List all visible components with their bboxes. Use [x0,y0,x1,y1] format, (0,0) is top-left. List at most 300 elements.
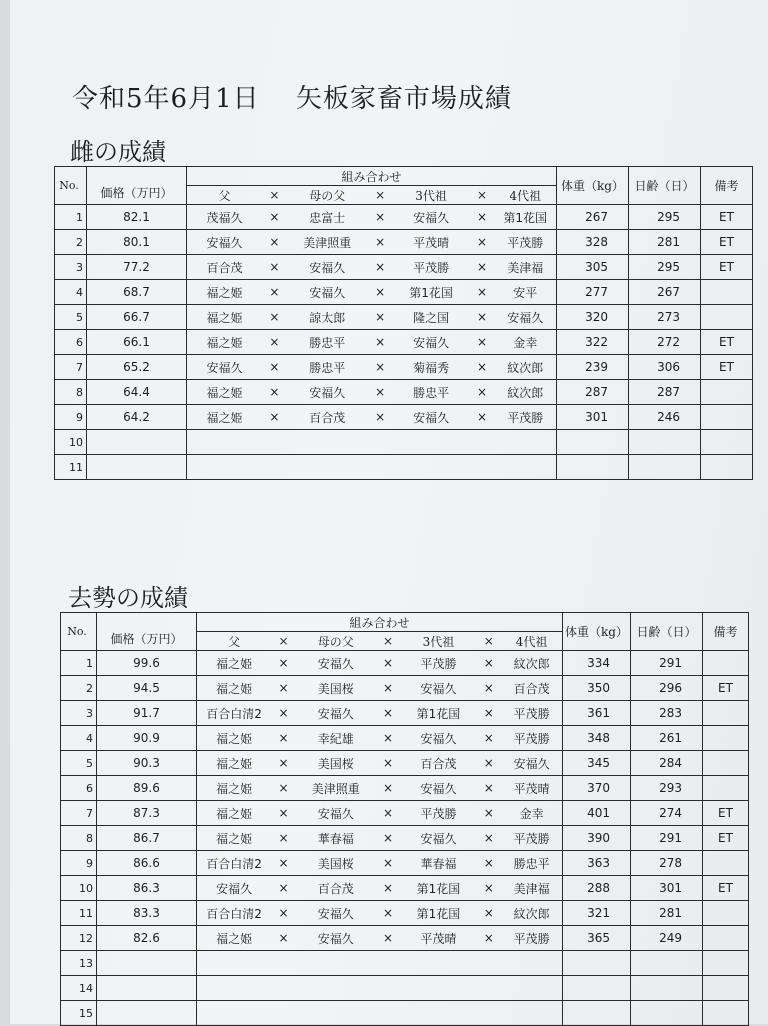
weight-cell [563,976,631,1001]
cross-mark: × [375,285,386,299]
combo-cell [197,876,563,901]
cross-mark: × [278,756,289,770]
gen4-name: 平茂勝 [513,831,550,846]
combo-cell [187,305,557,330]
remarks-cell [703,976,749,1001]
table-row [61,776,749,801]
weight-cell: 365 [563,926,631,951]
gen3-name: 平茂勝 [420,806,457,821]
table-row [55,330,753,355]
remarks-cell [703,926,749,951]
remarks-cell [703,1001,749,1026]
weight-cell: 328 [557,230,629,255]
row-number: 10 [55,430,87,455]
row-number: 2 [55,230,87,255]
cross-mark: × [278,706,289,720]
header-weight: 体重（kg） [563,613,631,651]
cross-mark: × [383,681,394,695]
price-cell: 65.2 [87,355,187,380]
age-cell: 291 [631,826,703,851]
gen4-name: 安平 [513,285,538,300]
weight-cell [563,951,631,976]
remarks-cell [701,280,753,305]
sire-name: 安福久 [216,881,253,896]
table-row [55,380,753,405]
combo-cell [187,255,557,280]
cross-mark: × [476,260,488,274]
age-cell: 281 [629,230,701,255]
remarks-cell: ET [703,826,749,851]
sire-name: 福之姫 [206,335,243,350]
remarks-cell [701,455,753,480]
cross-mark: × [383,731,394,745]
combo-cell [197,976,563,1001]
combo-cell [187,205,557,230]
dam-sire-name: 美津照重 [311,781,360,796]
header-gen3: 3代祖 [422,634,455,649]
cross-mark: × [483,756,494,770]
gen4-name: 美津福 [507,260,544,275]
row-number: 11 [55,455,87,480]
cross-mark: × [375,410,386,424]
sire-name: 茂福久 [206,210,243,225]
cross-mark: × [278,806,289,820]
row-number: 8 [55,380,87,405]
header-age: 日齢（日） [629,167,701,205]
dam-sire-name: 忠富士 [309,210,346,225]
dam-sire-name: 百合茂 [309,410,346,425]
combo-cell [197,651,563,676]
age-cell: 278 [631,851,703,876]
table-row [61,851,749,876]
header-no: No. [55,167,87,205]
dam-sire-name: 安福久 [309,385,346,400]
sire-name: 百合白清2 [206,856,262,871]
dam-sire-name: 華春福 [317,831,354,846]
row-number: 10 [61,876,97,901]
row-number: 6 [55,330,87,355]
sire-name: 福之姫 [206,285,243,300]
cross-mark: × [375,235,386,249]
header-no: No. [61,613,97,651]
weight-cell: 363 [563,851,631,876]
weight-cell [563,1001,631,1026]
dam-sire-name: 美国桜 [317,756,354,771]
cross-mark: × [375,335,386,349]
weight-cell: 267 [557,205,629,230]
cross-mark: × [375,210,386,224]
row-number: 3 [61,701,97,726]
dam-sire-name: 美国桜 [317,681,354,696]
gen3-name: 勝忠平 [413,385,450,400]
dam-sire-name: 安福久 [309,260,346,275]
header-combo-subcolumns [197,632,563,651]
row-number: 3 [55,255,87,280]
steer-section-heading: 去勢の成績 [68,584,188,612]
header-cross: × [278,634,289,648]
cross-mark: × [269,410,280,424]
row-number: 4 [55,280,87,305]
table-row [61,951,749,976]
gen3-name: 安福久 [420,731,457,746]
remarks-cell: ET [701,330,753,355]
age-cell: 291 [631,651,703,676]
combo-cell [187,405,557,430]
sire-name: 福之姫 [216,756,253,771]
weight-cell: 239 [557,355,629,380]
age-cell: 283 [631,701,703,726]
age-cell: 246 [629,405,701,430]
cross-mark: × [278,831,289,845]
dam-sire-name: 美国桜 [317,856,354,871]
age-cell [631,1001,703,1026]
age-cell: 267 [629,280,701,305]
table-row [61,651,749,676]
header-price: 価格（万円） [97,613,197,651]
age-cell: 296 [631,676,703,701]
gen3-name: 安福久 [420,831,457,846]
row-number: 1 [61,651,97,676]
price-cell: 66.7 [87,305,187,330]
gen4-name: 平茂勝 [507,235,544,250]
table-row [61,726,749,751]
sire-name: 福之姫 [206,385,243,400]
remarks-cell [703,901,749,926]
row-number: 8 [61,826,97,851]
remarks-cell: ET [701,355,753,380]
row-number: 9 [55,405,87,430]
cross-mark: × [269,260,280,274]
price-cell: 64.2 [87,405,187,430]
cross-mark: × [483,731,494,745]
dam-sire-name: 安福久 [317,931,354,946]
table-row [61,926,749,951]
header-cross: × [483,634,494,648]
weight-cell: 350 [563,676,631,701]
cross-mark: × [483,681,494,695]
header-sire: 父 [218,188,231,203]
combo-cell [197,676,563,701]
cross-mark: × [476,310,488,324]
row-number: 7 [55,355,87,380]
age-cell: 301 [631,876,703,901]
row-number: 15 [61,1001,97,1026]
row-number: 5 [55,305,87,330]
combo-cell [197,926,563,951]
gen3-name: 安福久 [420,681,457,696]
cross-mark: × [476,385,488,399]
price-cell: 77.2 [87,255,187,280]
cross-mark: × [269,310,280,324]
cross-mark: × [278,656,289,670]
remarks-cell [703,951,749,976]
cross-mark: × [269,285,280,299]
cross-mark: × [278,681,289,695]
price-cell: 82.6 [97,926,197,951]
price-cell [87,430,187,455]
gen4-name: 安福久 [507,310,544,325]
gen4-name: 安福久 [513,756,550,771]
price-cell: 86.6 [97,851,197,876]
age-cell: 287 [629,380,701,405]
sire-name: 福之姫 [216,931,253,946]
header-sire: 父 [228,634,241,649]
row-number: 4 [61,726,97,751]
price-cell: 86.7 [97,826,197,851]
price-cell: 91.7 [97,701,197,726]
remarks-cell [703,776,749,801]
price-cell [97,1001,197,1026]
weight-cell: 345 [563,751,631,776]
cross-mark: × [483,856,494,870]
table-row [55,455,753,480]
age-cell: 281 [631,901,703,926]
female-results-table [54,166,753,480]
cross-mark: × [383,656,394,670]
sire-name: 百合茂 [206,260,243,275]
sire-name: 百合白清2 [206,906,262,921]
table-row [55,255,753,280]
header-cross: × [383,634,394,648]
dam-sire-name: 安福久 [317,806,354,821]
age-cell [629,430,701,455]
gen3-name: 第1花国 [416,881,461,896]
weight-cell: 287 [557,380,629,405]
gen3-name: 平茂晴 [413,235,450,250]
header-cross: × [269,188,280,202]
age-cell: 272 [629,330,701,355]
remarks-cell: ET [701,205,753,230]
header-combo: 組み合わせ [187,167,557,186]
dam-sire-name: 幸紀雄 [317,731,354,746]
cross-mark: × [269,210,280,224]
header-combo: 組み合わせ [197,613,563,632]
header-cross: × [476,188,488,202]
price-cell: 80.1 [87,230,187,255]
row-number: 6 [61,776,97,801]
gen4-name: 金幸 [513,335,538,350]
sire-name: 百合白清2 [206,706,262,721]
combo-cell [197,726,563,751]
table-row [55,230,753,255]
row-number: 12 [61,926,97,951]
table-row [61,1001,749,1026]
cross-mark: × [476,210,488,224]
gen4-name: 平茂勝 [513,731,550,746]
price-cell: 90.9 [97,726,197,751]
gen3-name: 平茂勝 [420,656,457,671]
combo-cell [197,751,563,776]
dam-sire-name: 安福久 [317,656,354,671]
gen3-name: 安福久 [413,410,450,425]
price-cell: 99.6 [97,651,197,676]
remarks-cell [701,430,753,455]
table-row [55,205,753,230]
gen4-name: 平茂勝 [513,931,550,946]
header-gen4: 4代祖 [515,634,548,649]
combo-cell [197,1001,563,1026]
cross-mark: × [269,385,280,399]
cross-mark: × [383,881,394,895]
gen3-name: 百合茂 [420,756,457,771]
combo-cell [187,430,557,455]
table-row [55,305,753,330]
gen4-name: 百合茂 [513,681,550,696]
row-number: 9 [61,851,97,876]
table-row [55,430,753,455]
cross-mark: × [278,931,289,945]
cross-mark: × [278,906,289,920]
combo-cell [197,901,563,926]
age-cell: 249 [631,926,703,951]
row-number: 14 [61,976,97,1001]
remarks-cell [703,726,749,751]
sire-name: 福之姫 [216,656,253,671]
header-gen3: 3代祖 [415,188,447,203]
price-cell: 64.4 [87,380,187,405]
weight-cell: 301 [557,405,629,430]
price-cell: 83.3 [97,901,197,926]
header-dam-sire: 母の父 [309,188,346,203]
age-cell: 293 [631,776,703,801]
price-cell: 89.6 [97,776,197,801]
steer-table-body [61,651,749,1026]
remarks-cell [701,380,753,405]
cross-mark: × [269,335,280,349]
age-cell: 284 [631,751,703,776]
cross-mark: × [383,831,394,845]
cross-mark: × [483,806,494,820]
dam-sire-name: 安福久 [309,285,346,300]
weight-cell: 334 [563,651,631,676]
gen4-name: 紋次郎 [507,360,544,375]
remarks-cell: ET [701,255,753,280]
cross-mark: × [383,706,394,720]
remarks-cell [703,751,749,776]
table-row [61,801,749,826]
header-gen4: 4代祖 [509,188,542,203]
table-row [61,876,749,901]
page-title: 令和5年6月1日 矢板家畜市場成績 [72,84,512,114]
gen4-name: 紋次郎 [513,906,550,921]
weight-cell: 321 [563,901,631,926]
sire-name: 福之姫 [216,681,253,696]
dam-sire-name: 諒太郎 [309,310,346,325]
header-age: 日齢（日） [631,613,703,651]
cross-mark: × [375,310,386,324]
gen4-name: 美津福 [513,881,550,896]
remarks-cell [701,305,753,330]
header-weight: 体重（kg） [557,167,629,205]
cross-mark: × [483,906,494,920]
gen3-name: 平茂勝 [413,260,450,275]
remarks-cell [703,851,749,876]
cross-mark: × [375,360,386,374]
age-cell [631,951,703,976]
dam-sire-name: 安福久 [317,906,354,921]
combo-cell [197,851,563,876]
remarks-cell [701,405,753,430]
age-cell [629,455,701,480]
weight-cell: 370 [563,776,631,801]
weight-cell: 320 [557,305,629,330]
gen4-name: 金幸 [519,806,544,821]
sire-name: 福之姫 [206,410,243,425]
row-number: 13 [61,951,97,976]
combo-cell [187,380,557,405]
sire-name: 安福久 [206,235,243,250]
dam-sire-name: 百合茂 [317,881,354,896]
remarks-cell [703,651,749,676]
dam-sire-name: 美津照重 [303,235,352,250]
cross-mark: × [476,235,488,249]
weight-cell: 322 [557,330,629,355]
dam-sire-name: 勝忠平 [309,335,346,350]
row-number: 1 [55,205,87,230]
combo-cell [197,701,563,726]
dam-sire-name: 安福久 [317,706,354,721]
combo-cell [197,776,563,801]
cross-mark: × [476,360,488,374]
combo-cell [187,355,557,380]
cross-mark: × [278,781,289,795]
table-row [55,355,753,380]
combo-cell [187,330,557,355]
gen3-name: 平茂晴 [420,931,457,946]
sire-name: 福之姫 [216,806,253,821]
dam-sire-name: 勝忠平 [309,360,346,375]
weight-cell: 361 [563,701,631,726]
cross-mark: × [383,906,394,920]
cross-mark: × [483,656,494,670]
sire-name: 福之姫 [216,781,253,796]
table-row [61,976,749,1001]
age-cell: 295 [629,255,701,280]
gen3-name: 安福久 [413,335,450,350]
remarks-cell: ET [703,801,749,826]
cross-mark: × [483,831,494,845]
cross-mark: × [269,235,280,249]
cross-mark: × [483,881,494,895]
age-cell [631,976,703,1001]
gen3-name: 隆之国 [413,310,450,325]
cross-mark: × [375,385,386,399]
cross-mark: × [269,360,280,374]
cross-mark: × [375,260,386,274]
table-row [55,280,753,305]
cross-mark: × [476,285,488,299]
female-section-heading: 雌の成績 [70,138,166,166]
combo-cell [187,455,557,480]
cross-mark: × [476,335,488,349]
gen4-name: 紋次郎 [513,656,550,671]
weight-cell: 390 [563,826,631,851]
combo-cell [197,801,563,826]
cross-mark: × [483,781,494,795]
combo-cell [187,280,557,305]
weight-cell: 288 [563,876,631,901]
weight-cell: 277 [557,280,629,305]
table-row [61,901,749,926]
gen4-name: 勝忠平 [513,856,550,871]
combo-cell [197,826,563,851]
header-dam-sire: 母の父 [317,634,354,649]
header-price: 価格（万円） [87,167,187,205]
gen4-name: 平茂勝 [507,410,544,425]
row-number: 2 [61,676,97,701]
age-cell: 261 [631,726,703,751]
gen3-name: 安福久 [413,210,450,225]
